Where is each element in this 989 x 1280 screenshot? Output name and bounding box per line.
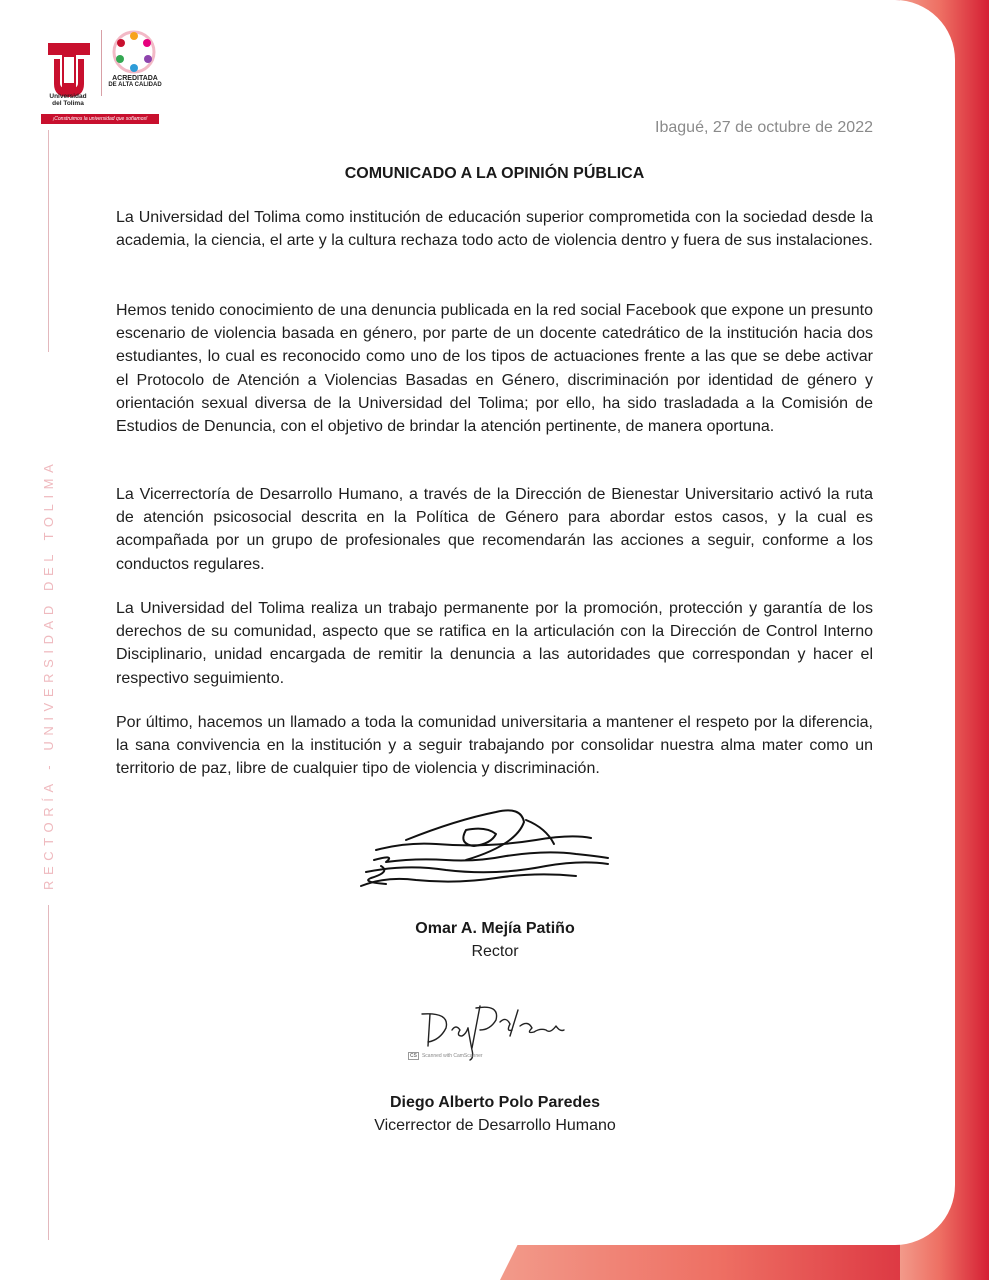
university-name: Universidad del Tolima	[49, 93, 87, 107]
camscanner-text: Scanned with CamScanner	[421, 1053, 483, 1059]
signatory-name: Omar A. Mejía Patiño	[415, 920, 575, 937]
accreditation-logo-icon	[110, 28, 158, 76]
signatory-role: Vicerrector de Desarrollo Humano	[374, 1117, 616, 1134]
branding-divider	[101, 30, 102, 96]
paragraph-5: Por último, hacemos un llamado a toda la comunidad universitaria a mantener el respeto por la diferencia, la sana convivencia en la institución y a seguir trabajando por consolidar nuestra alma mater como un territorio de paz, libre de cualquier tipo de violencia y discriminación.	[116, 714, 873, 778]
university-slogan: ¡Construimos la universidad que soñamos!	[41, 114, 159, 124]
signatory-vicerrector	[300, 1091, 690, 1137]
camscanner-badge: CS	[410, 1053, 417, 1059]
paragraph-2: Hemos tenido conocimiento de una denuncia publicada en la red social Facebook que expone un presunto escenario de violencia basada en género, por parte de un docente catedrático de la institución hacia dos estudiantes, lo cual es reconocido como uno de los tipos de actuaciones frente a las que se debe activar el Protocolo de Atención a Violencias Basadas en Género, discriminación por identidad de género y orientación sexual diversa de la Universidad del Tolima; por ello, ha sido trasladada a la Comisión de Estudios de Denuncia, con el objetivo de brindar la atención pertinente, de manera oportuna.	[116, 302, 873, 436]
signatory-rector	[300, 917, 690, 963]
signatory-name: Diego Alberto Polo Paredes	[389, 1094, 601, 1111]
side-divider-line	[48, 130, 49, 352]
letter-date: Ibagué, 27 de octubre de 2022	[655, 119, 873, 136]
paragraph-1: La Universidad del Tolima como institución de educación superior comprometida con la sociedad desde la academia, la ciencia, el arte y la cultura rechaza todo acto de violencia dentro y fuera de sus instalaciones.	[116, 209, 873, 250]
signatory-role: Rector	[471, 943, 519, 960]
camscanner-watermark	[408, 1052, 483, 1060]
accreditation-label: ACREDITADA DE ALTA CALIDAD	[108, 75, 162, 88]
side-divider-line-bottom	[48, 905, 49, 1240]
vertical-side-text: RECTORÍA - UNIVERSIDAD DEL TOLIMA	[41, 458, 56, 890]
letter-title: COMUNICADO A LA OPINIÓN PÚBLICA	[344, 165, 645, 182]
paragraph-4: La Universidad del Tolima realiza un trabajo permanente por la promoción, protección y garantía de los derechos de su comunidad, aspecto que se ratifica en la articulación con la Dirección de Control Interno Disciplinario, unidad encargada de remitir la denuncia a las autoridades que correspondan y hacer el respectivo seguimiento.	[116, 600, 873, 687]
paragraph-3: La Vicerrectoría de Desarrollo Humano, a través de la Dirección de Bienestar Universitario activó la ruta de atención psicosocial descrita en la Política de Género para abordar estos casos, y la cual es acompañada por un grupo de profesionales que recomendarán las acciones a seguir, conforme a los conductos regulares.	[116, 486, 873, 573]
rector-signature	[346, 800, 616, 900]
